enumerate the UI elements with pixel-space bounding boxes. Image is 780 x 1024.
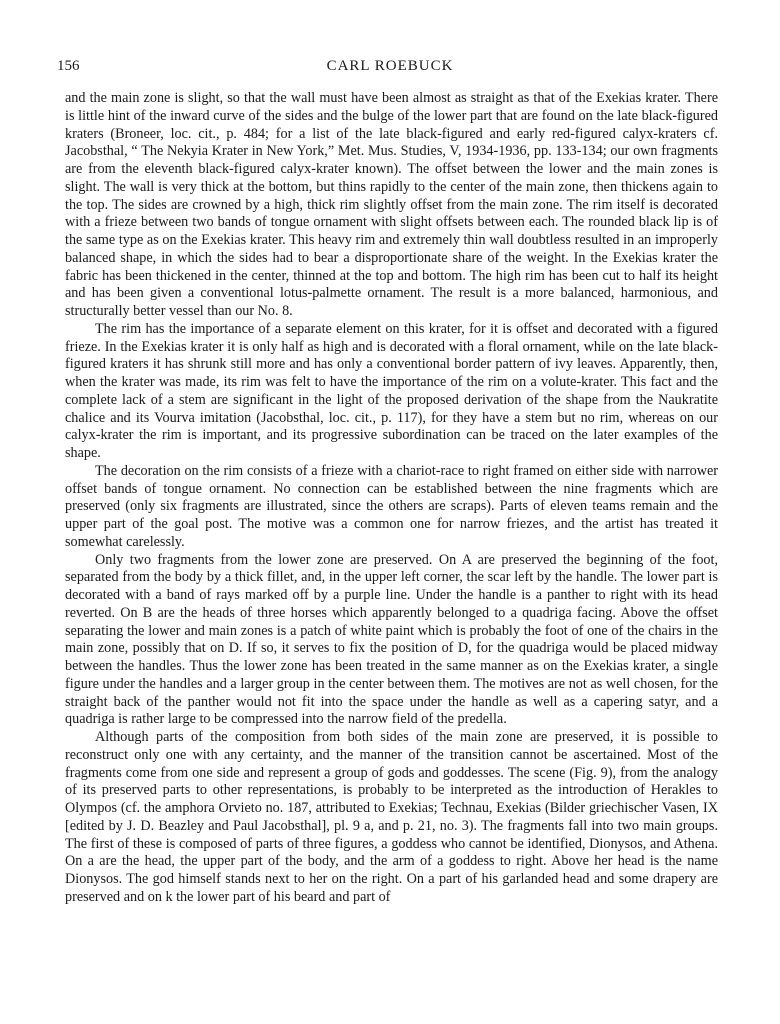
paragraph-continuation: and the main zone is slight, so that the wall must have been almost as straight as that of the Exekias krater. There is little hint of the inward curve of the sides and the bulge of the lower part that are found on the late black-figured kraters (Broneer, loc. cit., p. 484; for a list of the late black-figured and early red-figured calyx-kraters cf. Jacobsthal, “ The Nekyia Krater in New York,” Met. Mus. Studies, V, 1934-1936, pp. 133-134; our own fragments are from the eleventh black-figured calyx-krater known). The offset between the lower and the main zones is slight. The wall is very thick at the bottom, but thins rapidly to the center of the main zone, then thickens again to the top. The sides are crowned by a high, thick rim slightly offset from the main zone. The rim itself is decorated with a frieze between two bands of tongue ornament with slight offsets between each. The rounded black lip is of the same type as on the Exekias krater. This heavy rim and extremely thin wall doubtless resulted in an improperly balanced shape, in which the sides had to bear a disproportionate share of the weight. In the Exekias krater the fabric has been thickened in the center, thinned at the top and bottom. The high rim has been cut to half its height and has been given a conventional lotus-palmette ornament. The result is a more balanced, harmonious, and structurally better vessel than our No. 8.	[65, 90, 718, 319]
page-number: 156	[57, 58, 80, 74]
paragraph-rim: The rim has the importance of a separate element on this krater, for it is offset and decorated with a figured frieze. In the Exekias krater it is only half as high and is decorated with a floral ornament, while on the late black-figured kraters it has shrunk still more and has only a conventional border pattern of ivy leaves. Apparently, then, when the krater was made, its rim was felt to have the importance of the rim on a volute-krater. This fact and the complete lack of a stem are significant in the light of the proposed derivation of the shape from the Naukratite chalice and its Vourva imitation (Jacobsthal, loc. cit., p. 117), for they have a stem but no rim, whereas on our calyx-krater the rim is important, and its progressive subordination can be traced on the later examples of the shape.	[65, 320, 718, 461]
paragraph-rim-decoration: The decoration on the rim consists of a frieze with a chariot-race to right framed on either side with narrower offset bands of tongue ornament. No connection can be established between the nine fragments which are preserved (only six fragments are illustrated, since the others are scraps). Parts of eleven teams remain and the upper part of the goal post. The motive was a common one for narrow friezes, and the artist has treated it somewhat carelessly.	[65, 462, 718, 550]
article-body	[65, 90, 718, 907]
paragraph-main-zone: Although parts of the composition from both sides of the main zone are preserved, it is possible to reconstruct only one with any certainty, and the manner of the transition cannot be ascertained. Most of the fragments come from one side and represent a group of gods and goddesses. The scene (Fig. 9), from the analogy of its preserved parts to other representations, is probably to be interpreted as the introduction of Herakles to Olympos (cf. the amphora Orvieto no. 187, attributed to Exekias; Technau, Exekias (Bilder griechischer Vasen, IX [edited by J. D. Beazley and Paul Jacobsthal], pl. 9 a, and p. 21, no. 3). The fragments fall into two main groups. The first of these is composed of parts of three figures, a goddess who cannot be identified, Dionysos, and Athena. On a are the head, the upper part of the body, and the arm of a goddess to right. Above her head is the name Dionysos. The god himself stands next to her on the right. On a part of his garlanded head and some drapery are preserved and on k the lower part of his beard and part of	[65, 729, 718, 905]
paragraph-lower-zone: Only two fragments from the lower zone are preserved. On A are preserved the beginning of the foot, separated from the body by a thick fillet, and, in the upper left corner, the scar left by the handle. The lower part is decorated with a band of rays marked off by a purple line. Under the handle is a panther to right with its head reverted. On B are the heads of three horses which apparently belonged to a quadriga facing. Above the offset separating the lower and main zones is a patch of white paint which is probably the foot of one of the chairs in the main zone, possibly that on D. If so, it serves to fix the position of D, for the quadriga would be placed midway between the handles. Thus the lower zone has been treated in the same manner as on the Exekias krater, a single figure under the handles and a larger group in the center between them. The motives are not as well chosen, for the straight back of the panther would not fit into the space under the handle as well as a capering satyr, and a quadriga is rather large to be compressed into the narrow field of the predella.	[65, 551, 718, 728]
running-head: CARL ROEBUCK	[326, 58, 454, 74]
page-header	[57, 58, 723, 78]
